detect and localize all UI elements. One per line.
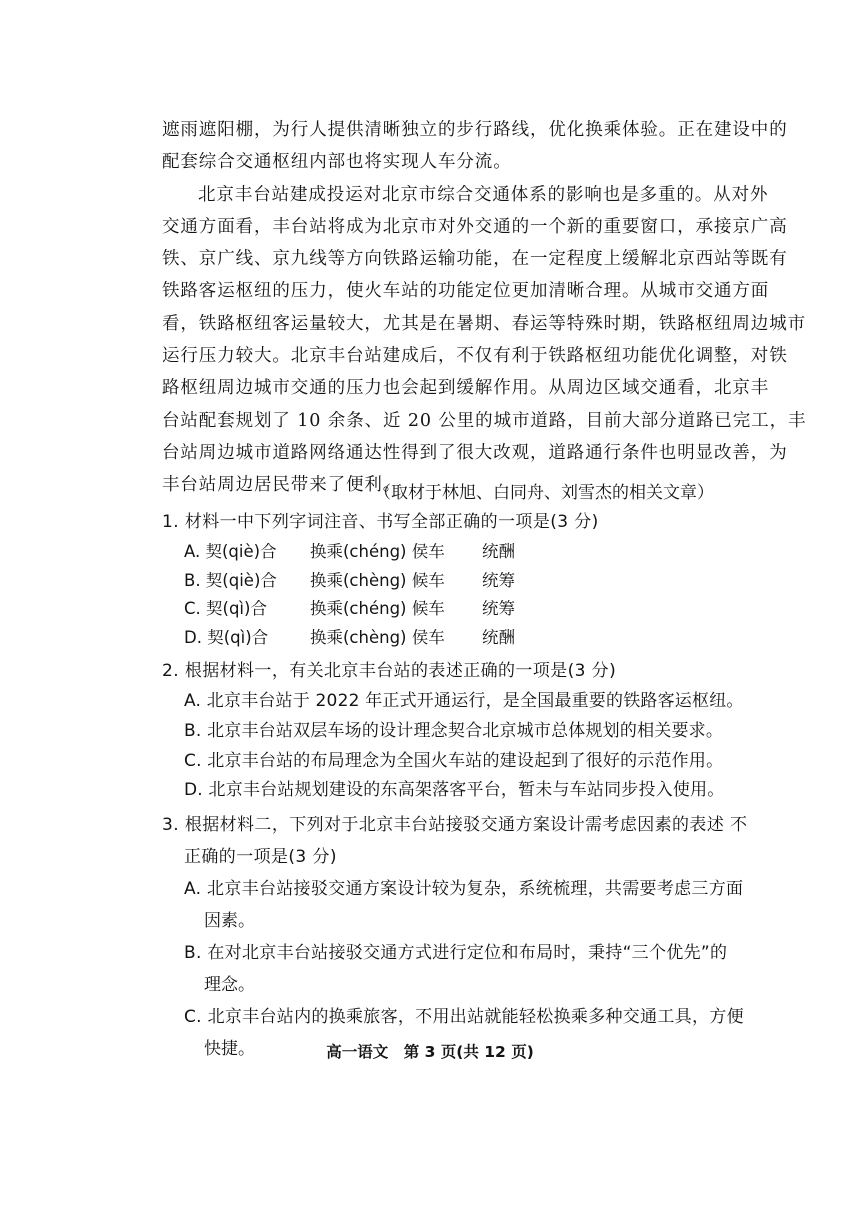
passage-line: 台站周边城市道路网络通达性得到了很大改观，道路通行条件也明显改善，为 xyxy=(162,442,788,463)
option-line: C. 北京丰台站内的换乘旅客，不用出站就能轻松换乘多种交通工具，方便 xyxy=(184,1007,744,1028)
passage-line: 运行压力较大。北京丰台站建成后，不仅有利于铁路枢纽功能优化调整，对铁 xyxy=(162,346,788,367)
passage-line: 配套综合交通枢纽内部也将实现人车分流。 xyxy=(162,152,512,173)
question-1 xyxy=(162,506,722,652)
option-a: A. 北京丰台站于 2022 年正式开通运行，是全国最重要的铁路客运枢纽。 xyxy=(184,691,744,711)
question-3 xyxy=(162,809,748,1065)
option-word-3: 统筹 xyxy=(482,599,515,618)
question-stem: 3. 根据材料二，下列对于北京丰台站接驳交通方案设计需考虑因素的表述 不 xyxy=(162,815,748,836)
source-citation: （取材于林旭、白同舟、刘雪杰的相关文章） xyxy=(374,483,714,503)
option-word-1: C. 契(qì)合 xyxy=(184,599,267,618)
option-line: 因素。 xyxy=(204,911,255,932)
question-stem: 2. 根据材料一，有关北京丰台站的表述正确的一项是(3 分) xyxy=(162,661,617,681)
question-stem-continued: 正确的一项是(3 分) xyxy=(184,847,337,868)
questions-section xyxy=(162,506,748,1065)
option-word-3: 统筹 xyxy=(482,570,515,590)
passage-line: 路枢纽周边城市交通的压力也会起到缓解作用。从周边区域交通看，北京丰 xyxy=(162,378,770,399)
option-line: A. 北京丰台站接驳交通方案设计较为复杂，系统梳理，共需要考虑三方面 xyxy=(184,879,744,900)
option-line: B. 在对北京丰台站接驳交通方式进行定位和布局时，秉持“三个优先”的 xyxy=(184,943,728,964)
question-2 xyxy=(162,655,744,806)
option-word-3: 统酬 xyxy=(482,542,515,561)
option-b xyxy=(162,937,728,1001)
option-word-2: 换乘(chèng) 侯车 xyxy=(310,627,445,647)
option-row xyxy=(162,624,722,653)
question-stem: 1. 材料一中下列字词注音、书写全部正确的一项是(3 分) xyxy=(162,512,599,532)
reading-passage xyxy=(162,114,807,502)
passage-line: 看，铁路枢纽客运量较大，尤其是在暑期、春运等特殊时期，铁路枢纽周边城市 xyxy=(162,313,806,334)
option-word-2: 换乘(chèng) 候车 xyxy=(310,570,445,590)
page-footer: 高一语文 第 3 页(共 12 页) xyxy=(326,1043,534,1061)
option-word-3: 统酬 xyxy=(482,627,515,647)
option-b: B. 北京丰台站双层车场的设计理念契合北京城市总体规划的相关要求。 xyxy=(184,720,724,741)
option-row xyxy=(162,538,722,567)
option-row xyxy=(162,567,722,596)
option-line: 快捷。 xyxy=(204,1039,255,1060)
option-c: C. 北京丰台站的布局理念为全国火车站的建设起到了很好的示范作用。 xyxy=(184,750,724,771)
option-d: D. 北京丰台站规划建设的东高架落客平台，暂未与车站同步投入使用。 xyxy=(184,780,725,801)
passage-line: 丰台站周边居民带来了便利。 xyxy=(162,475,402,496)
option-word-1: B. 契(qiè)合 xyxy=(184,570,277,590)
option-a xyxy=(162,873,744,937)
option-line: 理念。 xyxy=(204,975,255,996)
passage-line: 铁路客运枢纽的压力，使火车站的功能定位更加清晰合理。从城市交通方面 xyxy=(162,281,770,302)
option-row xyxy=(162,595,722,624)
passage-line: 交通方面看，丰台站将成为北京市对外交通的一个新的重要窗口，承接京广高 xyxy=(162,216,788,237)
option-word-1: D. 契(qì)合 xyxy=(184,627,269,647)
passage-line: 遮雨遮阳棚，为行人提供清晰独立的步行路线，优化换乘体验。正在建设中的 xyxy=(162,120,788,140)
option-word-2: 换乘(chéng) 候车 xyxy=(310,599,445,618)
option-word-2: 换乘(chéng) 侯车 xyxy=(310,542,445,561)
passage-line: 铁、京广线、京九线等方向铁路运输功能，在一定程度上缓解北京西站等既有 xyxy=(162,249,788,270)
option-word-1: A. 契(qiè)合 xyxy=(184,542,277,561)
passage-line: 台站配套规划了 10 余条、近 20 公里的城市道路，目前大部分道路已完工，丰 xyxy=(162,410,807,431)
passage-line: 北京丰台站建成投运对北京市综合交通体系的影响也是多重的。从对外 xyxy=(198,184,769,205)
